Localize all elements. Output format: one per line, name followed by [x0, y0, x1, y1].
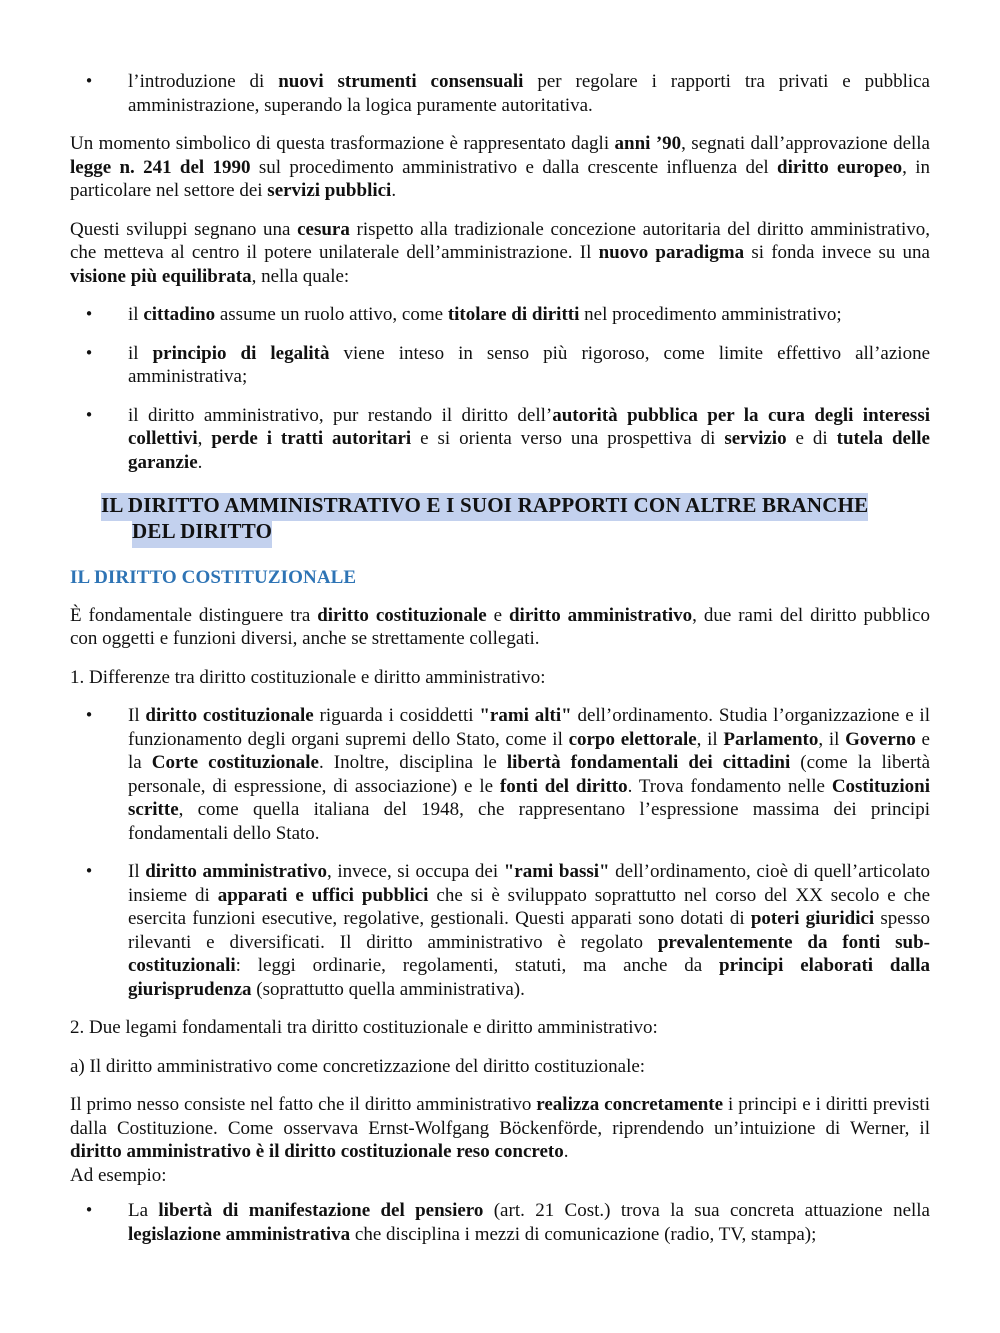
paragraph: Il primo nesso consiste nel fatto che il diritto amministrativo realizza concretamente i principi e i diritti previsti dalla Costituzione. Come osservava Ernst-Wolfgang Böckenförde, riprendendo un’intuizione di Werner, il diritto amministrativo è il diritto costituzionale reso concreto. Ad esempio:: [70, 1094, 930, 1186]
list-item: • il diritto amministrativo, pur restando il diritto dell’autorità pubblica per la cura degli interessi collettivi, perde i tratti autoritari e si orienta verso una prospettiva di servizio e di tutela delle garanzie.: [84, 404, 930, 473]
document-page: [70, 70, 930, 1261]
list-item: • il principio di legalità viene inteso in senso più rigoroso, come limite effettivo all’azione amministrativa;: [84, 342, 930, 387]
section-heading-line1: IL DIRITTO AMMINISTRATIVO E I SUOI RAPPORTI CON ALTRE BRANCHE: [101, 493, 868, 521]
paradigm-bullet-list: [70, 303, 930, 474]
bullet-icon: •: [84, 72, 94, 90]
paragraph: Un momento simbolico di questa trasformazione è rappresentato dagli anni ’90, segnati dall’approvazione della legge n. 241 del 1990 sul procedimento amministrativo e dalla crescente influenza del diritto europeo, in particolare nel settore dei servizi pubblici.: [70, 133, 930, 201]
intro-bullet-list: [70, 70, 930, 117]
bullet-icon: •: [84, 1201, 94, 1219]
bullet-icon: •: [84, 706, 94, 724]
list-item: • Il diritto costituzionale riguarda i cosiddetti "rami alti" dell’ordinamento. Studia l’organizzazione e il funzionamento degli organi supremi dello Stato, come il corpo elettorale, il Parlamento, il Governo e la Corte costituzionale. Inoltre, disciplina le libertà fondamentali dei cittadini (come la libertà personale, di espressione, di associazione) e le fonti del diritto. Trova fondamento nelle Costituzioni scritte, come quella italiana del 1948, che rappresentano l’espressione massima dei principi fondamentali dello Stato.: [84, 705, 931, 844]
bold-text: nuovi strumenti consensuali: [278, 71, 524, 92]
bullet-icon: •: [84, 343, 94, 362]
bullet-icon: •: [84, 405, 94, 424]
point-subheading: a) Il diritto amministrativo come concretizzazione del diritto costituzionale:: [70, 1055, 646, 1077]
section-heading-line2: DEL DIRITTO: [132, 518, 272, 548]
bullet-icon: •: [84, 305, 94, 323]
list-item: • La libertà di manifestazione del pensiero (art. 21 Cost.) trova la sua concreta attuazione nella legislazione amministrativa che disciplina i mezzi di comunicazione (radio, TV, stampa);: [84, 1200, 930, 1245]
text: per regolare i rapporti tra privati e pubblica amministrazione, superando la logica puramente autoritativa.: [128, 71, 930, 116]
list-item: [70, 70, 930, 117]
differences-bullet-list: [70, 704, 930, 1001]
paragraph: È fondamentale distinguere tra diritto costituzionale e diritto amministrativo, due rami del diritto pubblico con oggetti e funzioni diversi, anche se strettamente collegati.: [70, 604, 930, 649]
bullet-icon: •: [84, 862, 94, 880]
subheading: IL DIRITTO COSTITUZIONALE: [70, 567, 357, 588]
text: l’introduzione di: [128, 71, 279, 92]
point-heading: 2. Due legami fondamentali tra diritto costituzionale e diritto amministrativo:: [70, 1017, 658, 1038]
section-heading: [101, 492, 930, 548]
example-bullet-list: [70, 1199, 930, 1246]
list-item: • Il diritto amministrativo, invece, si occupa dei "rami bassi" dell’ordinamento, cioè di quell’articolato insieme di apparati e uffici pubblici che si è sviluppato soprattutto nel corso del XX secolo e che esercita funzioni esecutive, regolative, gestionali. Questi apparati sono dotati di poteri giuridici spesso rilevanti e diversificati. Il diritto amministrativo è regolato prevalentemente da fonti sub-costituzionali: leggi ordinarie, regolamenti, statuti, ma anche da principi elaborati dalla giurisprudenza (soprattutto quella amministrativa).: [84, 861, 931, 1000]
example-label: Ad esempio:: [70, 1164, 167, 1186]
paragraph: Questi sviluppi segnano una cesura rispetto alla tradizionale concezione autoritaria del diritto amministrativo, che metteva al centro il potere unilaterale dell’amministrazione. Il nuovo paradigma si fonda invece su una visione più equilibrata, nella quale:: [70, 218, 931, 287]
point-heading: 1. Differenze tra diritto costituzionale e diritto amministrativo:: [70, 666, 546, 688]
list-item: • il cittadino assume un ruolo attivo, come titolare di diritti nel procedimento amministrativo;: [84, 304, 842, 325]
